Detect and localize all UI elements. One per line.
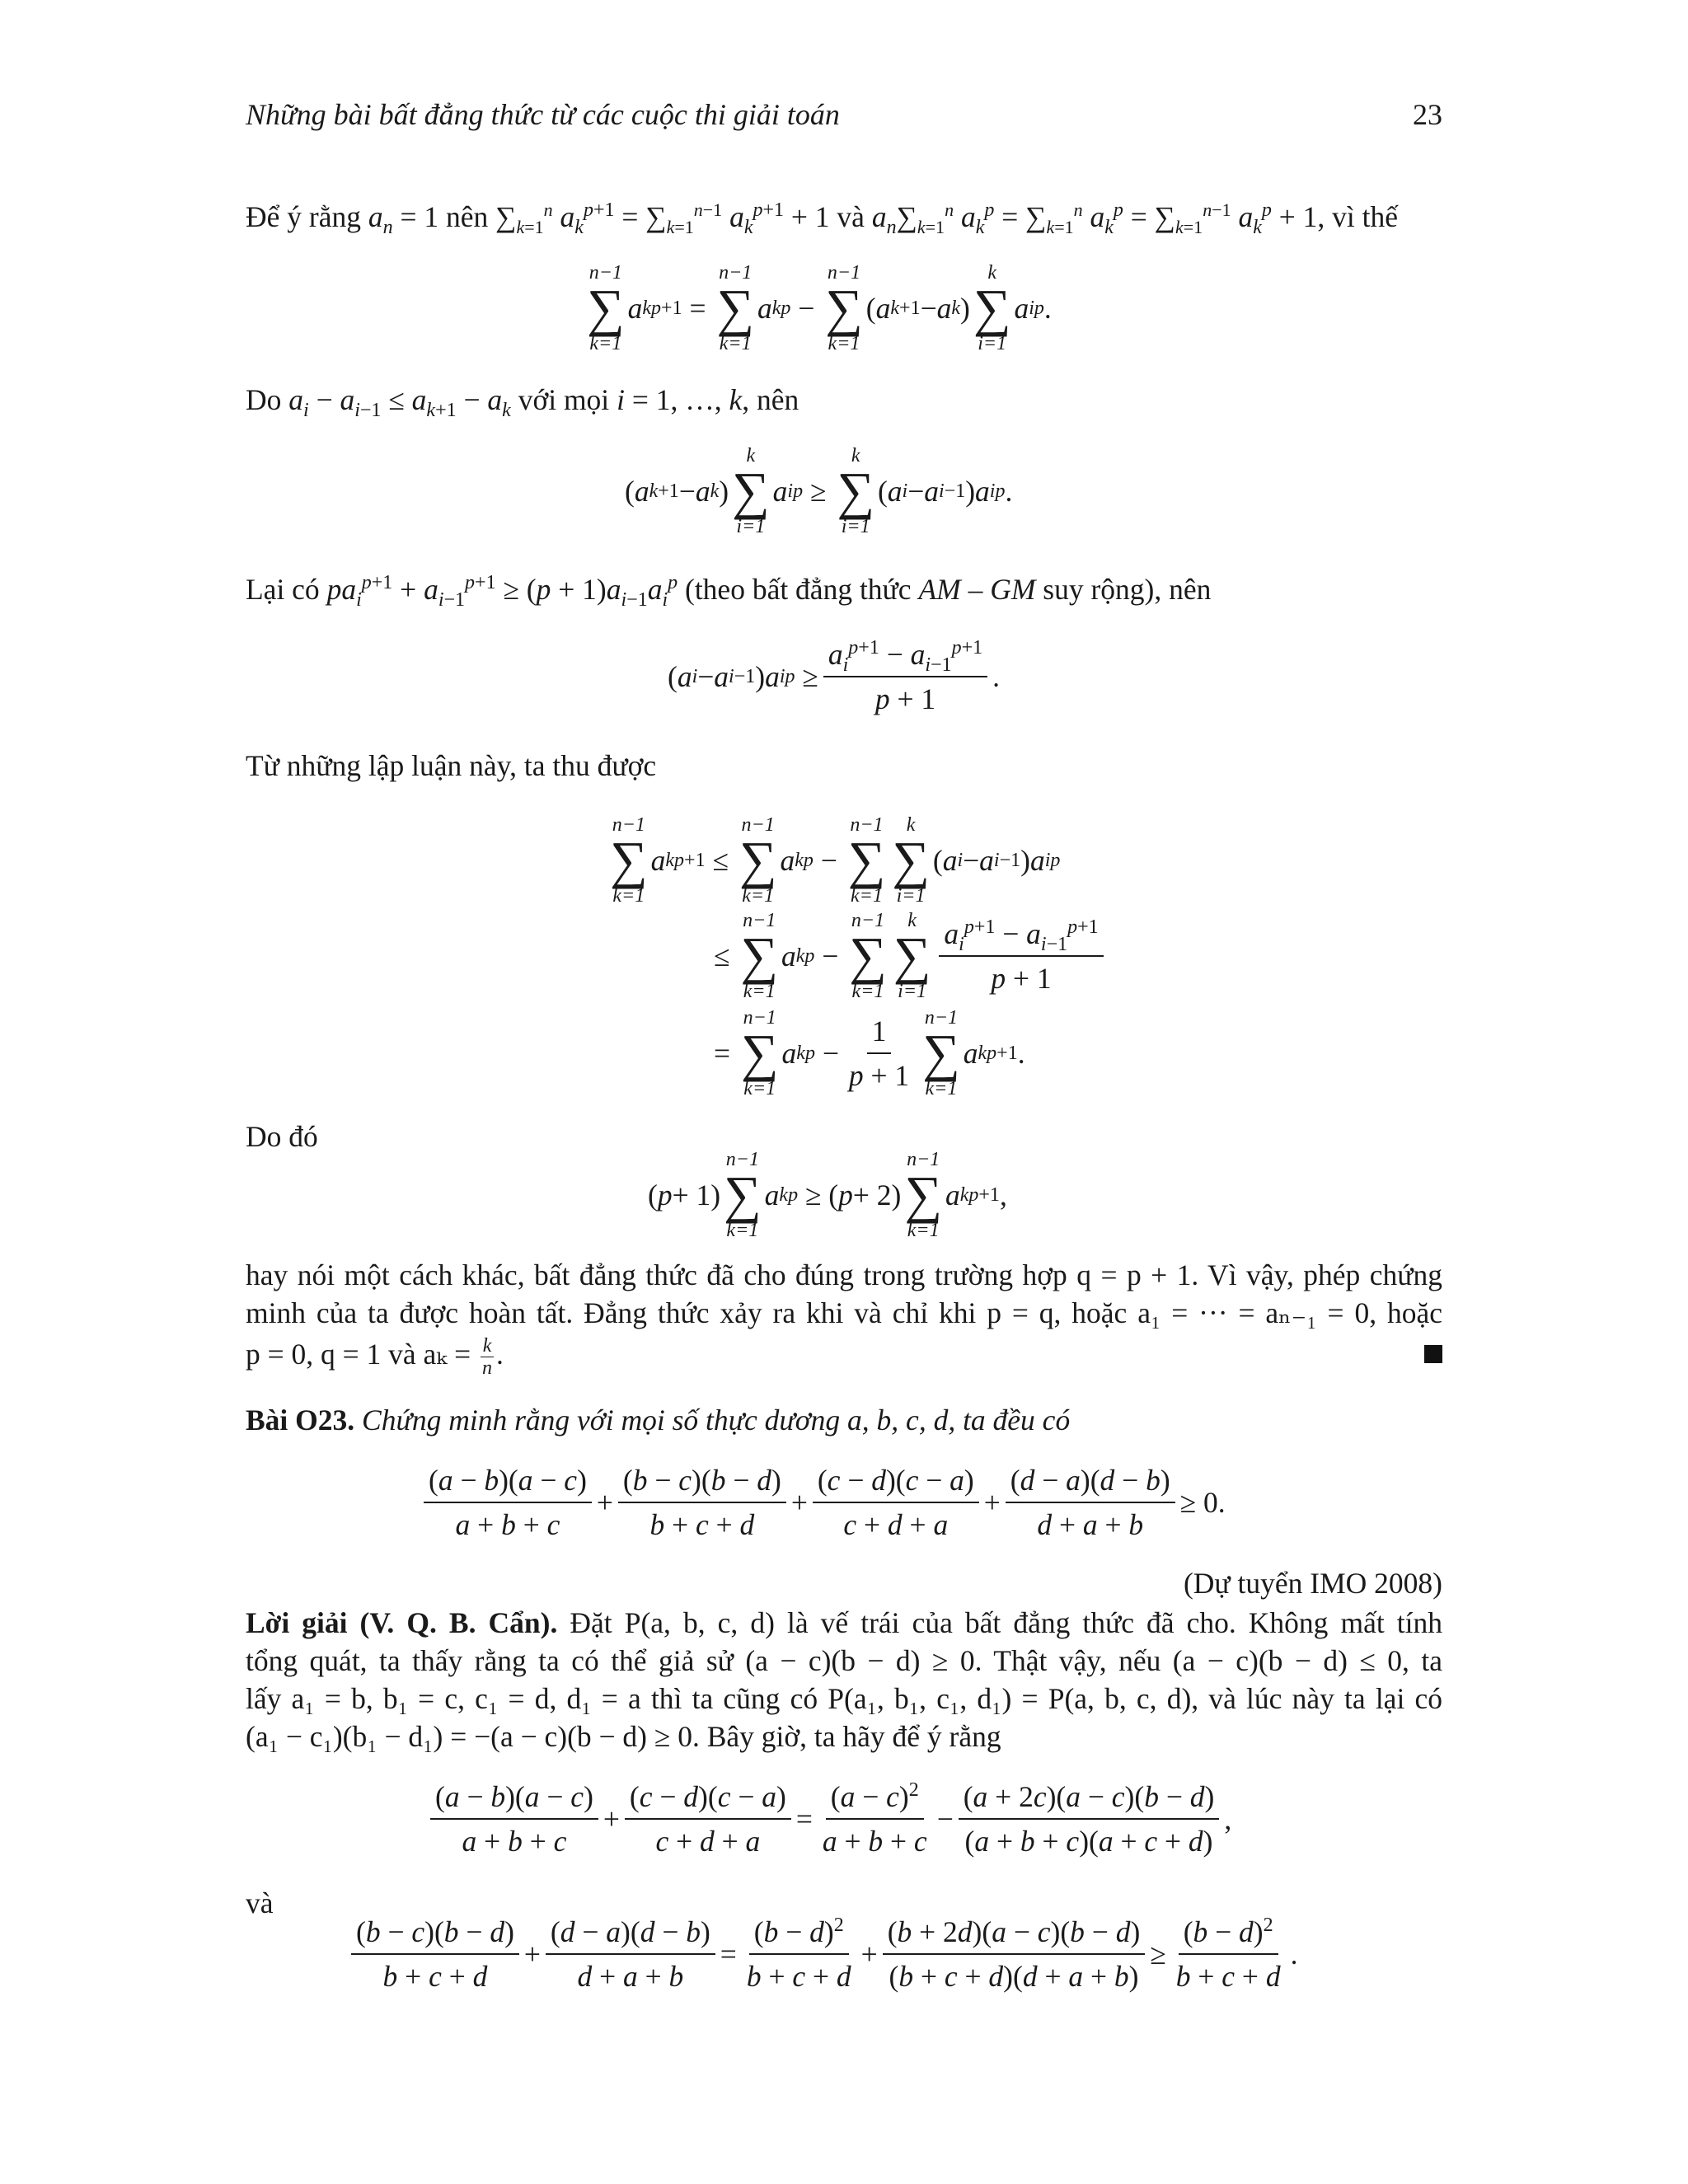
solution-line-2: tổng quát, ta thấy rằng ta có thể giả sử (a − c)(b − d) ≥ 0. Thật vậy, nếu (a − c)(b − d) ≤ 0, ta [246, 1644, 1442, 1677]
solution-label: Lời giải (V. Q. B. Cẩn). [246, 1606, 558, 1639]
problem-label: Bài O23. [246, 1404, 355, 1436]
problem-text: Chứng minh rằng với mọi số thực dương a, b, c, d, ta đều có [362, 1404, 1071, 1436]
identity-1: $\frac{(a - b)(a - c)}{a + b + c}$ + $\frac{(c - d)(c - a)}{c + d + a}$ = $\frac{(a - c)^2}{a + b + c}$ − $\frac{(a + 2c)(a - c)(b - d)}{(a + b + c)(a + c + d)}$ , [425, 1779, 1231, 1859]
aligned-eq-row-2: ≤ n−1 ∑ k=1 a k p − n−1 ∑ k=1 k ∑ i=1 $\frac{a_i^{p+1} - a_{i-1}^{p+1}}{p + 1}$ [714, 910, 1109, 1002]
running-header [246, 97, 1442, 140]
equation-3: ( a i − a i−1 ) a i p ≥ $\frac{a_i^{p+1} - a_{i-1}^{p+1}}{p + 1}$ . [668, 637, 1000, 715]
equation-1: n−1 ∑ k=1 a k p+1 = n−1 ∑ k=1 a k p − n−1 ∑ k=1 ( a k+1 − a k ) k ∑ i=1 a i p . [587, 262, 1052, 354]
equation-5: ( p + 1) n−1 ∑ k=1 a k p ≥ ( p + 2) n−1 ∑ k=1 a k p+1 , [648, 1149, 1007, 1241]
text-line-1: Để ý rằng $a_n = 1$ nên $\sum_{k=1}^n$ $a_k^{p+1} = \sum_{k=1}^{n-1}$ $a_k^{p+1} + 1$ và $a_n\sum_{k=1}^n$ $a_k^p = \sum_{k=1}^n$ $a_k^p = \sum_{k=1}^{n-1}$ $a_k^p + 1$, vì thế [246, 199, 1399, 239]
text-line-5: Do đó [246, 1120, 318, 1153]
page-number: 23 [1413, 98, 1442, 131]
text-line-6b: minh của ta được hoàn tất. Đẳng thức xảy ra khi và chỉ khi p = q, hoặc a₁ = ··· = aₙ₋₁ = 0, hoặc [246, 1296, 1442, 1329]
solution-line-3: lấy a₁ = b, b₁ = c, c₁ = d, d₁ = a thì ta cũng có P(a₁, b₁, c₁, d₁) = P(a, b, c, d), và lúc này ta lại có [246, 1682, 1442, 1715]
problem-statement [246, 1401, 1442, 1439]
aligned-eq-row-3: = n−1 ∑ k=1 a k p − $\frac{1}{p + 1}$ n−1 ∑ k=1 a k p+1 . [714, 1007, 1025, 1099]
qed-square-icon [1424, 1345, 1442, 1363]
aligned-eq-row-1: n−1 ∑ k=1 a k p+1 ≤ n−1 ∑ k=1 a k p − n−1 ∑ k=1 k ∑ i=1 ( a i − a i−1 ) a i p [610, 814, 1061, 907]
solution-line-1: Lời giải (V. Q. B. Cẩn). Đặt P(a, b, c, d) là vế trái của bất đẳng thức đã cho. Không mất tính [246, 1606, 1442, 1639]
text-line-6c: p = 0, q = 1 và aₖ = $\frac{k}{n}$ . [246, 1335, 504, 1380]
problem-inequality: $\frac{(a - b)(a - c)}{a + b + c}$ + $\frac{(b - c)(b - d)}{b + c + d}$ + $\frac{(c - d)(c - a)}{c + d + a}$ + $\frac{(d - a)(d - b)}{d + a + b}$ ≥ 0. [419, 1462, 1226, 1543]
text-line-2: Do $a_i - a_{i-1} \le a_{k+1} - a_k$ với mọi i = 1, …, k, nên [246, 383, 799, 422]
solution-line-4: (a₁ − c₁)(b₁ − d₁) = −(a − c)(b − d) ≥ 0. Bây giờ, ta hãy để ý rằng [246, 1720, 1001, 1753]
and-word: và [246, 1886, 274, 1919]
text-line-3: Lại có $pa_i^{p+1} + a_{i-1}^{p+1} \ge (p + 1)a_{i-1}a_i^p$ (theo bất đẳng thức AM – GM suy rộng), nên [246, 572, 1212, 612]
identity-2: $\frac{(b - c)(b - d)}{b + c + d}$ + $\frac{(d - a)(d - b)}{d + a + b}$ = $\frac{(b - d)^2}{b + c + d}$ + $\frac{(b + 2d)(a - c)(b - d)}{(b + c + d)(d + a + b)}$ ≥ $\frac{(b - d)^2}{b + c + d}$ . [346, 1914, 1297, 1994]
text-line-4: Từ những lập luận này, ta thu được [246, 749, 657, 782]
text-line-6a: hay nói một cách khác, bất đẳng thức đã cho đúng trong trường hợp q = p + 1. Vì vậy, phép chứng [246, 1258, 1442, 1291]
header-title: Những bài bất đẳng thức từ các cuộc thi giải toán [246, 98, 840, 131]
equation-2: ( a k+1 − a k ) k ∑ i=1 a i p ≥ k ∑ i=1 ( a i − a i−1 ) a i p . [625, 445, 1013, 537]
source-citation: (Dự tuyển IMO 2008) [1183, 1567, 1442, 1600]
